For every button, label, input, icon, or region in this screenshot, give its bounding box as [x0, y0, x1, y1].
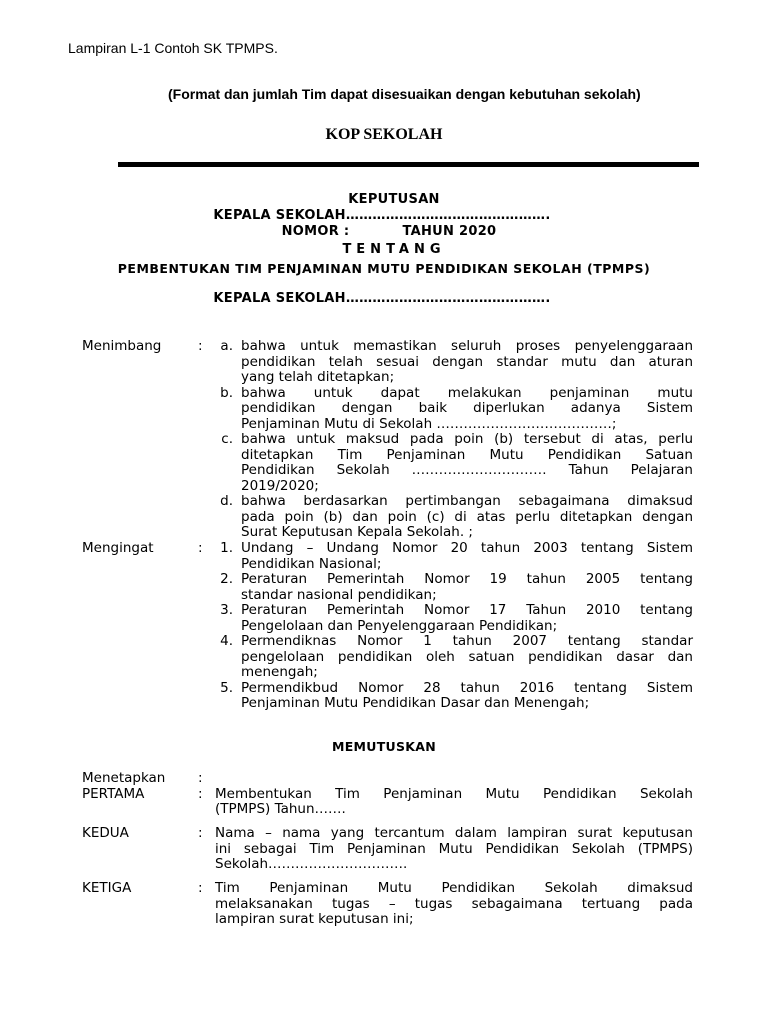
menimbang-item-mark: d.: [220, 493, 233, 509]
menimbang-item-line: ditetapkan Tim Penjaminan Mutu Pendidikan Satuan: [241, 446, 693, 463]
mengingat-item-mark: 4.: [220, 633, 233, 649]
decision-line: lampiran surat keputusan ini;: [215, 911, 414, 927]
menimbang-item-line: Pendidikan Sekolah ………………………… Tahun Pelajaran: [241, 462, 693, 478]
menimbang-item-line: bahwa untuk dapat melakukan penjaminan mutu: [241, 384, 693, 401]
mengingat-item-line: standar nasional pendidikan;: [241, 586, 437, 603]
mengingat-item-line: Pendidikan Nasional;: [241, 555, 382, 572]
about-heading: TENTANG: [342, 242, 446, 257]
establish-colon: :: [198, 770, 203, 786]
mengingat-item-line: Peraturan Pemerintah Nomor 17 Tahun 2010 tentang: [241, 602, 693, 618]
decision-label: KETIGA: [82, 880, 132, 896]
mengingat-label: Mengingat: [82, 540, 154, 556]
menimbang-item-line: pada poin (b) dan poin (c) di atas perlu ditetapkan dengan: [241, 508, 693, 525]
letterhead-rule: [118, 162, 699, 167]
attachment-caption: Lampiran L-1 Contoh SK TPMPS.: [68, 40, 278, 56]
decision-label: PERTAMA: [82, 785, 145, 802]
mengingat-item-mark: 3.: [220, 602, 233, 618]
decision-line: melaksanakan tugas – tugas sebagaimana tertuang pada: [215, 895, 693, 912]
menimbang-item-line: bahwa untuk memastikan seluruh proses penyelenggaraan: [241, 338, 693, 354]
menimbang-item-line: pendidikan telah sesuai dengan standar mutu dan aturan: [241, 353, 693, 370]
format-note: (Format dan jumlah Tim dapat disesuaikan dengan kebutuhan sekolah): [168, 86, 641, 102]
letterhead-title: KOP SEKOLAH: [325, 126, 443, 143]
menimbang-item-line: 2019/2020;: [241, 477, 319, 494]
principal-line-2: KEPALA SEKOLAH……………………………………….: [213, 291, 551, 306]
decision-line: ini sebagai Tim Penjaminan Mutu Pendidikan Sekolah (TPMPS): [215, 840, 693, 857]
decision-colon: :: [198, 880, 203, 896]
menimbang-item-line: pendidikan dengan baik diperlukan adanya Sistem: [241, 400, 693, 416]
decree-number-line: NOMOR : TAHUN 2020: [281, 224, 497, 239]
mengingat-item-line: Permendikbud Nomor 28 tahun 2016 tentang Sistem: [241, 679, 693, 696]
decide-heading: MEMUTUSKAN: [331, 739, 437, 754]
mengingat-item-line: pengelolaan pendidikan oleh satuan pendidikan dasar dan: [241, 648, 693, 665]
menimbang-item-line: Penjaminan Mutu di Sekolah …………………………………;: [241, 415, 617, 432]
decision-colon: :: [198, 785, 203, 802]
mengingat-item-mark: 1.: [220, 540, 233, 556]
principal-line: KEPALA SEKOLAH……………………………………….: [213, 208, 551, 223]
mengingat-item-mark: 5.: [220, 679, 233, 696]
decree-subject: PEMBENTUKAN TIM PENJAMINAN MUTU PENDIDIKAN SEKOLAH (TPMPS): [117, 261, 651, 276]
menimbang-item-line: bahwa berdasarkan pertimbangan sebagaimana dimaksud: [241, 493, 693, 509]
menimbang-item-mark: b.: [220, 384, 233, 401]
menimbang-colon: :: [198, 338, 203, 354]
mengingat-item-line: Penjaminan Mutu Pendidikan Dasar dan Menengah;: [241, 695, 590, 711]
decision-colon: :: [198, 825, 203, 841]
menimbang-item-line: Surat Keputusan Kepala Sekolah. ;: [241, 524, 473, 540]
establish-label: Menetapkan: [82, 770, 166, 786]
menimbang-item-line: yang telah ditetapkan;: [241, 369, 395, 385]
decision-line: Sekolah………………………….: [215, 856, 408, 872]
mengingat-item-line: Permendiknas Nomor 1 tahun 2007 tentang standar: [241, 633, 693, 649]
decree-title: KEPUTUSAN: [348, 192, 440, 207]
decision-label: KEDUA: [82, 825, 129, 841]
mengingat-item-line: menengah;: [241, 664, 318, 680]
mengingat-item-line: Peraturan Pemerintah Nomor 19 tahun 2005 tentang: [241, 571, 693, 587]
decision-line: Nama – nama yang tercantum dalam lampiran surat keputusan: [215, 825, 693, 841]
mengingat-item-line: Undang – Undang Nomor 20 tahun 2003 tentang Sistem: [241, 540, 693, 556]
mengingat-colon: :: [198, 540, 203, 556]
menimbang-label: Menimbang: [82, 338, 162, 354]
decision-line: Membentukan Tim Penjaminan Mutu Pendidikan Sekolah: [215, 785, 693, 802]
decision-line: (TPMPS) Tahun…….: [215, 801, 346, 817]
menimbang-item-mark: a.: [220, 338, 233, 354]
menimbang-item-line: bahwa untuk maksud pada poin (b) tersebut di atas, perlu: [241, 431, 693, 447]
mengingat-item-line: Pengelolaan dan Penyelenggaraan Pendidikan;: [241, 617, 558, 634]
decision-line: Tim Penjaminan Mutu Pendidikan Sekolah dimaksud: [215, 880, 693, 896]
mengingat-item-mark: 2.: [220, 571, 233, 587]
menimbang-item-mark: c.: [221, 431, 233, 447]
